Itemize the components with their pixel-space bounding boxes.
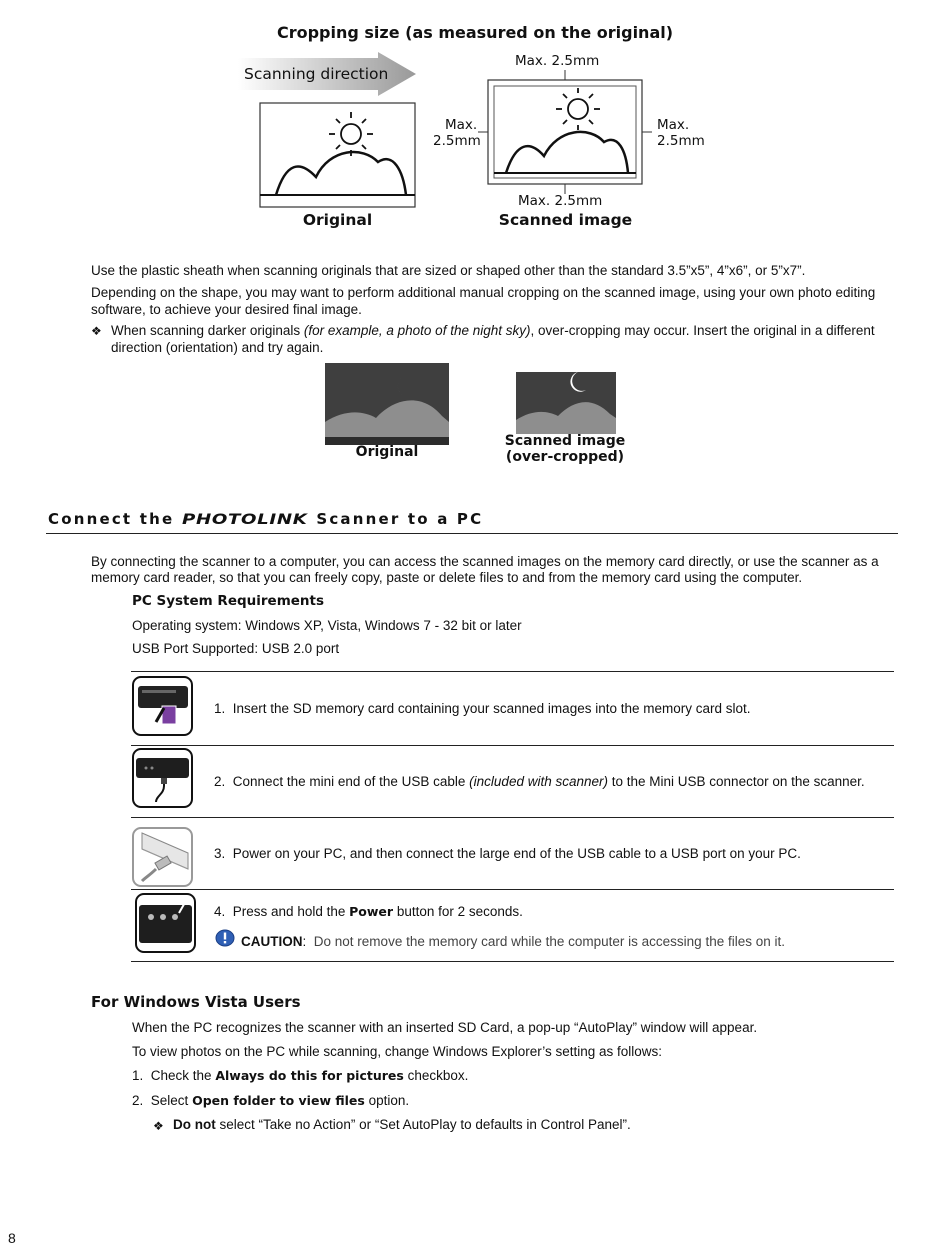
vista-line-2: To view photos on the PC while scanning, change Windows Explorer’s setting as follows: [132,1044,663,1059]
step-4-text-bold: Power [349,904,394,919]
step-4-text-after: button for 2 seconds. [393,904,523,919]
vista-sub-after: select “Take no Action” or “Set AutoPlay to defaults in Control Panel”. [215,1117,631,1132]
vista-item-2-before: Select [150,1093,193,1108]
step-3 [214,846,801,861]
step-3-text: Power on your PC, and then connect the large end of the USB cable to a USB port on your PC. [232,846,801,861]
section-heading-suffix: Scanner to a PC [316,510,484,528]
vista-sub-item [173,1117,631,1132]
vista-item-2-after: option. [364,1093,410,1108]
step-1-text: Insert the SD memory card containing your scanned images into the memory card slot. [232,701,751,716]
requirements-heading: PC System Requirements [132,593,325,609]
vista-item-2-number: 2. [132,1093,144,1108]
dark-originals-tip-line2: direction (orientation) and try again. [111,340,324,355]
tip-bullet-icon: ❖ [91,324,102,338]
sheath-paragraph: Use the plastic sheath when scanning originals that are sized or shaped other than the standard 3.5”x5”, 4”x6”, or 5”x7”. [91,263,806,278]
vista-item-1 [132,1068,468,1083]
step2-thumbnail [132,748,193,808]
original-picture-icon [260,103,415,207]
figure-title: Cropping size (as measured on the original) [276,23,674,42]
step-2-text-before: Connect the mini end of the USB cable [232,774,470,789]
vista-item-2 [132,1093,409,1108]
margin-top-label: Max. 2.5mm [515,53,600,69]
vista-sub-bold: Do not [173,1117,216,1132]
cropping-paragraph: Depending on the shape, you may want to perform additional manual cropping on the scanned image, using your own photo editing software, to achieve your desired final image. [91,285,876,317]
section-divider [46,533,898,534]
scanned-picture-icon [478,70,652,194]
usb-cable-scanner-icon [134,750,191,806]
photolink-logo: PHOTOLINK [181,512,308,528]
step3-thumbnail [132,827,193,887]
tip-text-italic: (for example, a photo of the night sky) [303,323,531,338]
vista-line-1: When the PC recognizes the scanner with an inserted SD Card, a pop-up “AutoPlay” window will appear. [132,1020,758,1035]
margin-left-label-2: 2.5mm [433,133,481,149]
night-original-picture [325,363,449,445]
intro-line-1: By connecting the scanner to a computer, you can access the scanned images on the memory card directly, or use the scanner as a [91,554,879,569]
step-4 [214,904,523,919]
steps-divider-bottom [131,961,894,962]
night-scanned-label-1: Scanned image [504,433,626,449]
margin-right-label-1: Max. [657,117,690,133]
step-2-text-after: to the Mini USB connector on the scanner. [608,774,865,789]
margin-left-label-1: Max. [445,117,478,133]
steps-divider-3 [131,889,894,890]
margin-bottom-label: Max. 2.5mm [518,193,603,209]
scanned-image-label: Scanned image [498,211,633,229]
caution-label: CAUTION [241,934,303,949]
caution-icon [215,929,235,947]
step-4-number: 4. [214,904,226,919]
step4-thumbnail [135,893,196,953]
step-1 [214,701,751,716]
section-heading [48,510,483,528]
vista-item-1-before: Check the [150,1068,216,1083]
power-button-icon [137,895,194,951]
dark-originals-tip [111,322,901,339]
night-scanned-picture [516,372,616,434]
vista-sub-bullet-icon: ❖ [153,1119,164,1133]
vista-heading: For Windows Vista Users [91,993,301,1011]
step-2-number: 2. [214,774,226,789]
margin-right-label-2: 2.5mm [657,133,705,149]
step-1-number: 1. [214,701,226,716]
night-scanned-label-2: (over-cropped) [505,449,625,465]
step-2 [214,774,865,789]
requirements-usb: USB Port Supported: USB 2.0 port [132,641,340,656]
requirements-os: Operating system: Windows XP, Vista, Windows 7 - 32 bit or later [132,618,522,633]
step1-thumbnail [132,676,193,736]
section-heading-prefix: Connect the [48,510,175,528]
caution-note [241,934,785,949]
scanning-direction-label: Scanning direction [244,65,389,83]
steps-divider-top [131,671,894,672]
intro-line-2: memory card reader, so that you can freely copy, paste or delete files to and from the memory card using the computer. [91,570,803,585]
sd-card-insert-icon [134,678,191,734]
steps-divider-2 [131,817,894,818]
tip-text-after: , over-cropping may occur. Insert the original in a different [530,323,875,338]
vista-item-1-after: checkbox. [403,1068,469,1083]
step-3-number: 3. [214,846,226,861]
step-2-text-italic: (included with scanner) [469,774,608,789]
tip-text-before: When scanning darker originals [111,323,304,338]
pc-usb-port-icon [134,829,191,885]
step-4-text-before: Press and hold the [232,904,350,919]
caution-colon: : [302,934,307,949]
vista-item-1-number: 1. [132,1068,144,1083]
vista-item-2-bold: Open folder to view files [192,1093,365,1108]
steps-divider-1 [131,745,894,746]
caution-text: Do not remove the memory card while the computer is accessing the files on it. [313,934,785,949]
night-original-label: Original [355,444,419,460]
page-number: 8 [8,1230,16,1246]
vista-item-1-bold: Always do this for pictures [215,1068,404,1083]
original-label: Original [302,211,373,229]
